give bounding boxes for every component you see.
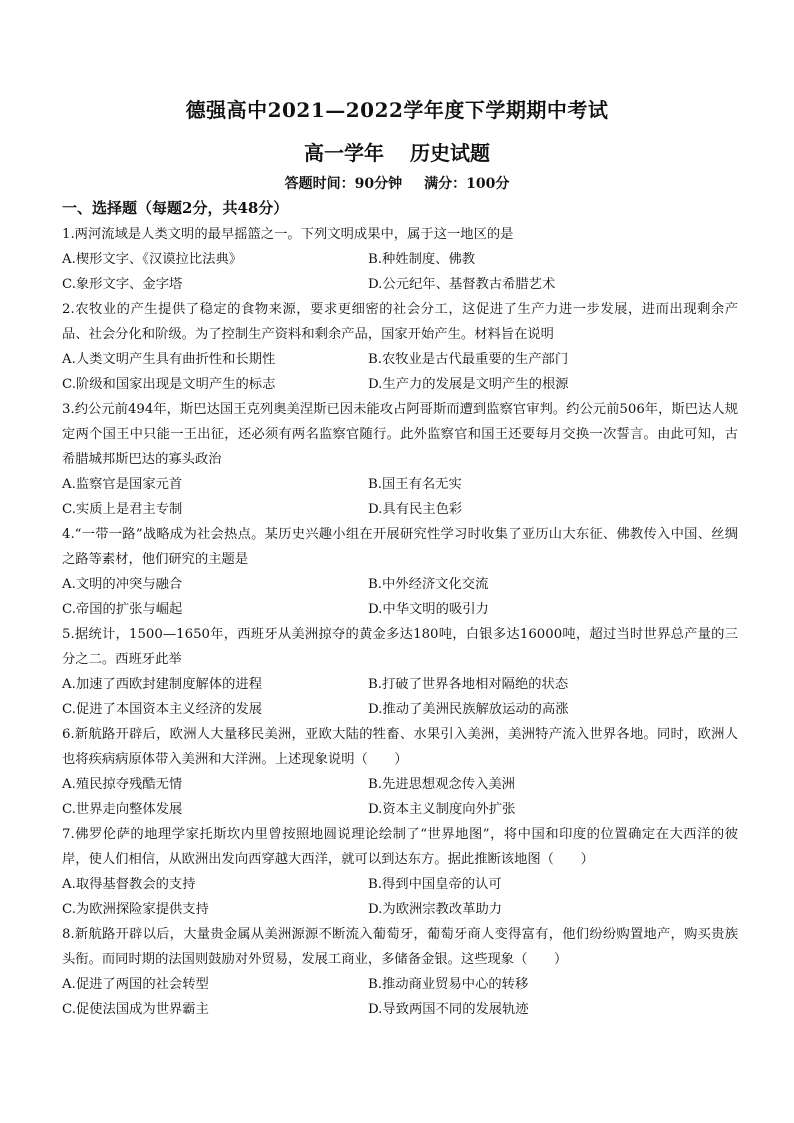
time-limit: 答题时间：90分钟	[284, 176, 403, 192]
question-stem: 7.佛罗伦萨的地理学家托斯坎内里曾按照地圆说理论绘制了“世界地图”，将中国和印度的位置确定在大西洋的彼岸，使人们相信，从欧洲出发向西穿越大西洋，就可以到达东方。据此推断该地图（ ）	[62, 827, 738, 867]
question	[62, 922, 738, 1022]
option-a[interactable]: A.加速了西欧封建制度解体的进程	[62, 677, 262, 692]
question-stem: 4.“一带一路”战略成为社会热点。某历史兴趣小组在开展研究性学习时收集了亚历山大东征、佛教传入中国、丝绸之路等素材，他们研究的主题是	[62, 527, 738, 567]
option-c[interactable]: C.阶级和国家出现是文明产生的标志	[62, 377, 276, 392]
subject-label: 历史试题	[410, 141, 490, 165]
option-c[interactable]: C.帝国的扩张与崛起	[62, 602, 183, 617]
option-b[interactable]: B.种姓制度、佛教	[368, 252, 476, 267]
option-d[interactable]: D.推动了美洲民族解放运动的高涨	[368, 702, 569, 717]
option-b[interactable]: B.打破了世界各地相对隔绝的状态	[368, 677, 569, 692]
option-group	[62, 347, 738, 397]
option-b[interactable]: B.中外经济文化交流	[368, 577, 489, 592]
question-stem: 1.两河流域是人类文明的最早摇篮之一。下列文明成果中，属于这一地区的是	[62, 227, 514, 242]
option-a[interactable]: A.文明的冲突与融合	[62, 577, 183, 592]
option-group	[62, 247, 738, 297]
option-c[interactable]: C.世界走向整体发展	[62, 802, 183, 817]
option-group	[62, 472, 738, 522]
option-c[interactable]: C.象形文字、金字塔	[62, 277, 183, 292]
option-b[interactable]: B.得到中国皇帝的认可	[368, 877, 502, 892]
option-d[interactable]: D.生产力的发展是文明产生的根源	[368, 377, 569, 392]
question-list	[62, 222, 738, 1022]
exam-info	[0, 173, 794, 193]
option-c[interactable]: C.实质上是君主专制	[62, 502, 183, 517]
question-stem: 8.新航路开辟以后，大量贵金属从美洲源源不断流入葡萄牙，葡萄牙商人变得富有，他们纷纷购置地产，购买贵族头衔。而同时期的法国则鼓励对外贸易，发展工商业，多储备金银。这些现象（ ）	[62, 927, 738, 967]
option-a[interactable]: A.取得基督教会的支持	[62, 877, 196, 892]
option-group	[62, 672, 738, 722]
full-score: 满分：100分	[424, 176, 510, 192]
option-a[interactable]: A.殖民掠夺残酷无情	[62, 777, 183, 792]
option-c[interactable]: C.促进了本国资本主义经济的发展	[62, 702, 263, 717]
option-d[interactable]: D.资本主义制度向外扩张	[368, 802, 516, 817]
option-group	[62, 972, 738, 1022]
option-b[interactable]: B.推动商业贸易中心的转移	[368, 977, 529, 992]
option-a[interactable]: A.监察官是国家元首	[62, 477, 183, 492]
option-b[interactable]: B.国王有名无实	[368, 477, 462, 492]
option-c[interactable]: C.促使法国成为世界霸主	[62, 1002, 209, 1017]
option-a[interactable]: A.人类文明产生具有曲折性和长期性	[62, 352, 276, 367]
question	[62, 222, 738, 297]
option-a[interactable]: A.楔形文字、《汉谟拉比法典》	[62, 252, 243, 267]
question-stem: 3.约公元前494年，斯巴达国王克列奥美涅斯已因未能攻占阿哥斯而遭到监察官审判。约公元前506年，斯巴达人规定两个国王中只能一王出征，还必须有两名监察官随行。此外监察官和国王还要每月交换一次誓言。由此可知，古希腊城邦斯巴达的寡头政治	[62, 402, 738, 467]
option-b[interactable]: B.先进思想观念传入美洲	[368, 777, 515, 792]
option-group	[62, 772, 738, 822]
option-b[interactable]: B.农牧业是古代最重要的生产部门	[368, 352, 569, 367]
option-d[interactable]: D.具有民主色彩	[368, 502, 463, 517]
option-a[interactable]: A.促进了两国的社会转型	[62, 977, 209, 992]
exam-subtitle	[0, 137, 794, 166]
option-d[interactable]: D.公元纪年、基督教古希腊艺术	[368, 277, 556, 292]
section-title: 一、选择题（每题2分，共48分）	[62, 199, 289, 217]
option-d[interactable]: D.为欧洲宗教改革助力	[368, 902, 503, 917]
question-stem: 5.据统计，1500—1650年，西班牙从美洲掠夺的黄金多达180吨，白银多达16000吨，超过当时世界总产量的三分之二。西班牙此举	[62, 627, 738, 667]
option-d[interactable]: D.中华文明的吸引力	[368, 602, 489, 617]
question	[62, 722, 738, 822]
question	[62, 522, 738, 622]
option-group	[62, 572, 738, 622]
question	[62, 297, 738, 397]
option-c[interactable]: C.为欧洲探险家提供支持	[62, 902, 209, 917]
option-group	[62, 872, 738, 922]
question-stem: 2.农牧业的产生提供了稳定的食物来源，要求更细密的社会分工，这促进了生产力进一步发展，进而出现剩余产品、社会分化和阶级。为了控制生产资料和剩余产品，国家开始产生。材料旨在说明	[62, 302, 738, 342]
exam-title: 德强高中2021—2022学年度下学期期中考试	[185, 98, 609, 122]
question	[62, 822, 738, 922]
question	[62, 622, 738, 722]
grade-label: 高一学年	[304, 141, 384, 165]
question-stem: 6.新航路开辟后，欧洲人大量移民美洲，亚欧大陆的牲畜、水果引入美洲，美洲特产流入世界各地。同时，欧洲人也将疾病病原体带入美洲和大洋洲。上述现象说明（ ）	[62, 727, 738, 767]
question	[62, 397, 738, 522]
option-d[interactable]: D.导致两国不同的发展轨迹	[368, 1002, 529, 1017]
